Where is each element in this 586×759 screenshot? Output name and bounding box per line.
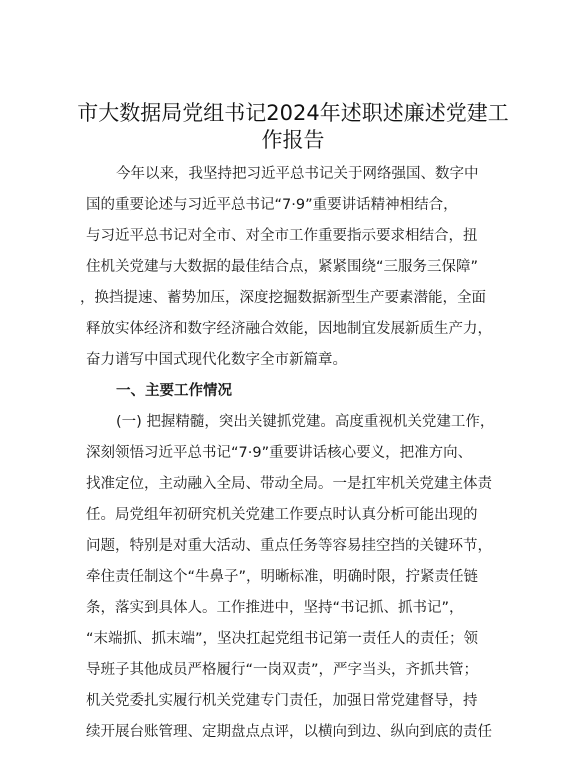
document-title <box>60 100 526 154</box>
intro-line: 今年以来，我坚持把习近平总书记关于网络强国、数字中 <box>116 166 479 182</box>
title-line: 作报告 <box>261 128 325 152</box>
body-line: 牵住责任制这个“牛鼻子”，明晰标准，明确时限，拧紧责任链 <box>86 569 479 585</box>
body-line: 找准定位，主动融入全局、带动全局。一是扛牢机关党建主体责 <box>86 476 492 492</box>
intro-line: 国的重要论述与习近平总书记“7·9”重要讲话精神相结合， <box>86 197 458 213</box>
body-line: 机关党委扎实履行机关党建专门责任，加强日常党建督导，持 <box>86 693 478 709</box>
intro-line: 奋力谱写中国式现代化数字全市新篇章。 <box>86 352 347 368</box>
intro-line: 释放实体经济和数字经济融合效能，因地制宜发展新质生产力， <box>86 321 492 337</box>
body-line: 导班子其他成员严格履行“一岗双责”，严字当头，齐抓共管； <box>86 662 479 678</box>
body-line: “末端抓、抓末端”，坚决扛起党组书记第一责任人的责任；领 <box>86 631 479 647</box>
intro-line: 住机关党建与大数据的最佳结合点，紧紧围绕“三服务三保障” <box>86 259 479 275</box>
section-heading: 一、主要工作情况 <box>116 383 232 399</box>
intro-line: 与习近平总书记对全市、对全市工作重要指示要求相结合，扭 <box>86 228 478 244</box>
body-line: 条，落实到具体人。工作推进中，坚持“书记抓、抓书记”， <box>86 600 464 616</box>
body-line: 问题，特别是对重大活动、重点任务等容易挂空挡的关键环节， <box>86 538 492 554</box>
body-line: 任。局党组年初研究机关党建工作要点时认真分析可能出现的 <box>86 507 478 523</box>
title-line: 市大数据局党组书记2024年述职述廉述党建工 <box>77 101 509 125</box>
body-line: (一) 把握精髓，突出关键抓党建。高度重视机关党建工作， <box>116 414 495 430</box>
intro-line: ，换挡提速、蓄势加压，深度挖掘数据新型生产要素潜能，全面 <box>80 290 486 306</box>
body-line: 深刻领悟习近平总书记“7·9”重要讲话核心要义，把准方向、 <box>86 445 473 461</box>
body-line: 续开展台账管理、定期盘点点评，以横向到边、纵向到底的责任 <box>86 724 492 740</box>
